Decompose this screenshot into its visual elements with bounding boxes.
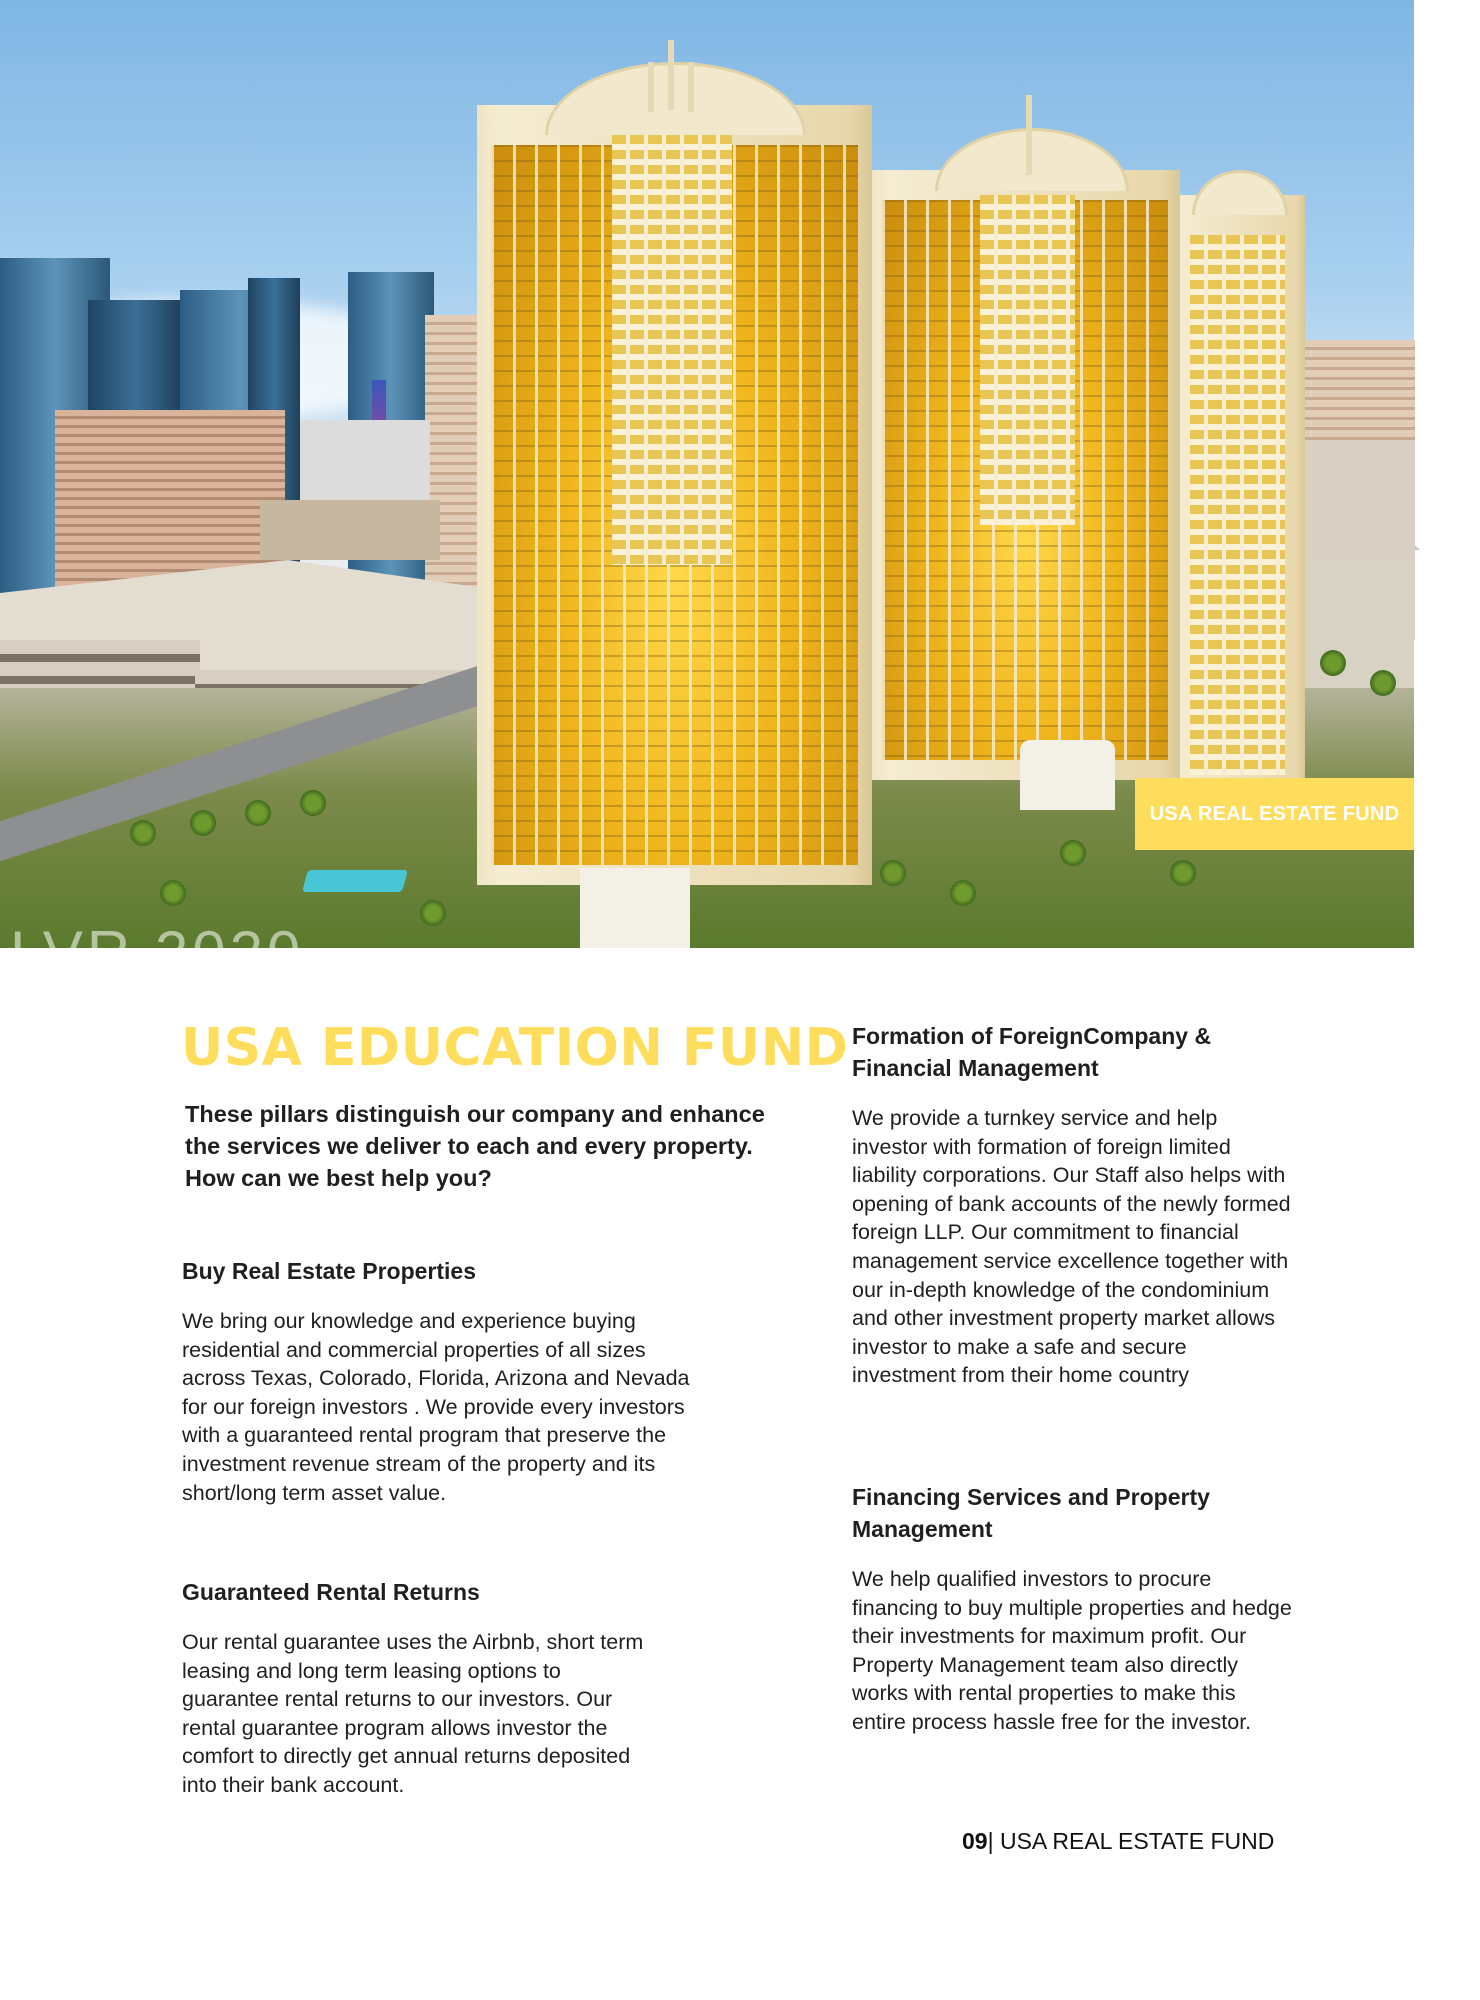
section-buy-real-estate (182, 1255, 712, 1507)
footer-label: USA REAL ESTATE FUND (993, 1828, 1275, 1854)
palm-tree (300, 790, 326, 816)
palm-tree (1170, 860, 1196, 886)
page-number: 09 (962, 1828, 988, 1854)
section-foreign-company (852, 1020, 1292, 1390)
intro-text: These pillars distinguish our company and enhance the services we deliver to each and every property. How can we best help you? (185, 1101, 765, 1191)
brand-badge (1135, 778, 1414, 850)
tower-spire (1026, 95, 1032, 175)
section-body: We bring our knowledge and experience buying residential and commercial properties of all sizes across Texas, Colorado, Florida, Arizona and Nevada for our foreign investors . We provide every investors with a guaranteed rental program that preserve the investment revenue stream of the property and its short/long term asset value. (182, 1309, 690, 1505)
section-heading: Financing Services and Property Management (852, 1484, 1210, 1542)
pool (302, 870, 408, 892)
palm-tree (420, 900, 446, 926)
tower-spire (668, 40, 674, 110)
section-heading: Formation of ForeignCompany & Financial Management (852, 1023, 1212, 1081)
section-heading: Buy Real Estate Properties (182, 1258, 477, 1284)
tower-crown (545, 62, 806, 135)
porte-cochere (1020, 740, 1115, 810)
page-title: USA EDUCATION FUND (181, 1018, 849, 1078)
section-body: Our rental guarantee uses the Airbnb, short term leasing and long term leasing options to guarantee rental returns to our investors. Our rental guarantee program allows investor the comfort to directly get annual returns deposited into their bank account. (182, 1630, 644, 1797)
section-body: We provide a turnkey service and help investor with formation of foreign limited liability corporations. Our Staff also helps with opening of bank accounts of the newly formed foreign LLP. Our commitment to financial management service excellence together with our in-depth knowledge of the condominium and other investment property market allows investor to make a safe and secure investment from their home country (852, 1106, 1291, 1388)
background-building (260, 500, 440, 560)
palm-tree (950, 880, 976, 906)
photo-watermark: LVR 2020 (10, 919, 305, 986)
palm-tree (160, 880, 186, 906)
tower-entrance (580, 868, 690, 948)
tower-east (1170, 195, 1305, 785)
page-footer (962, 1828, 1274, 1855)
palm-tree (245, 800, 271, 826)
tower-crown (1192, 170, 1288, 215)
background-building (300, 420, 430, 500)
tower-crown (935, 128, 1129, 191)
section-body: We help qualified investors to procure financing to buy multiple properties and hedge their investments for maximum profit. Our Property Management team also directly works with rental properties to make this entire process hassle free for the investor. (852, 1567, 1292, 1734)
section-heading: Guaranteed Rental Returns (182, 1579, 480, 1605)
palm-tree (190, 810, 216, 836)
section-guaranteed-rental (182, 1576, 712, 1800)
section-financing (852, 1481, 1292, 1737)
palm-tree (880, 860, 906, 886)
tower-spire (648, 62, 654, 112)
brand-badge-label: USA REAL ESTATE FUND (1149, 802, 1400, 825)
palm-tree (130, 820, 156, 846)
tower-spire (688, 62, 694, 112)
tower-middle (870, 170, 1180, 780)
tower-main (477, 105, 872, 885)
palm-tree (1370, 670, 1396, 696)
palm-tree (1060, 840, 1086, 866)
footer-separator: | (987, 1828, 994, 1854)
palm-tree (1320, 650, 1346, 676)
